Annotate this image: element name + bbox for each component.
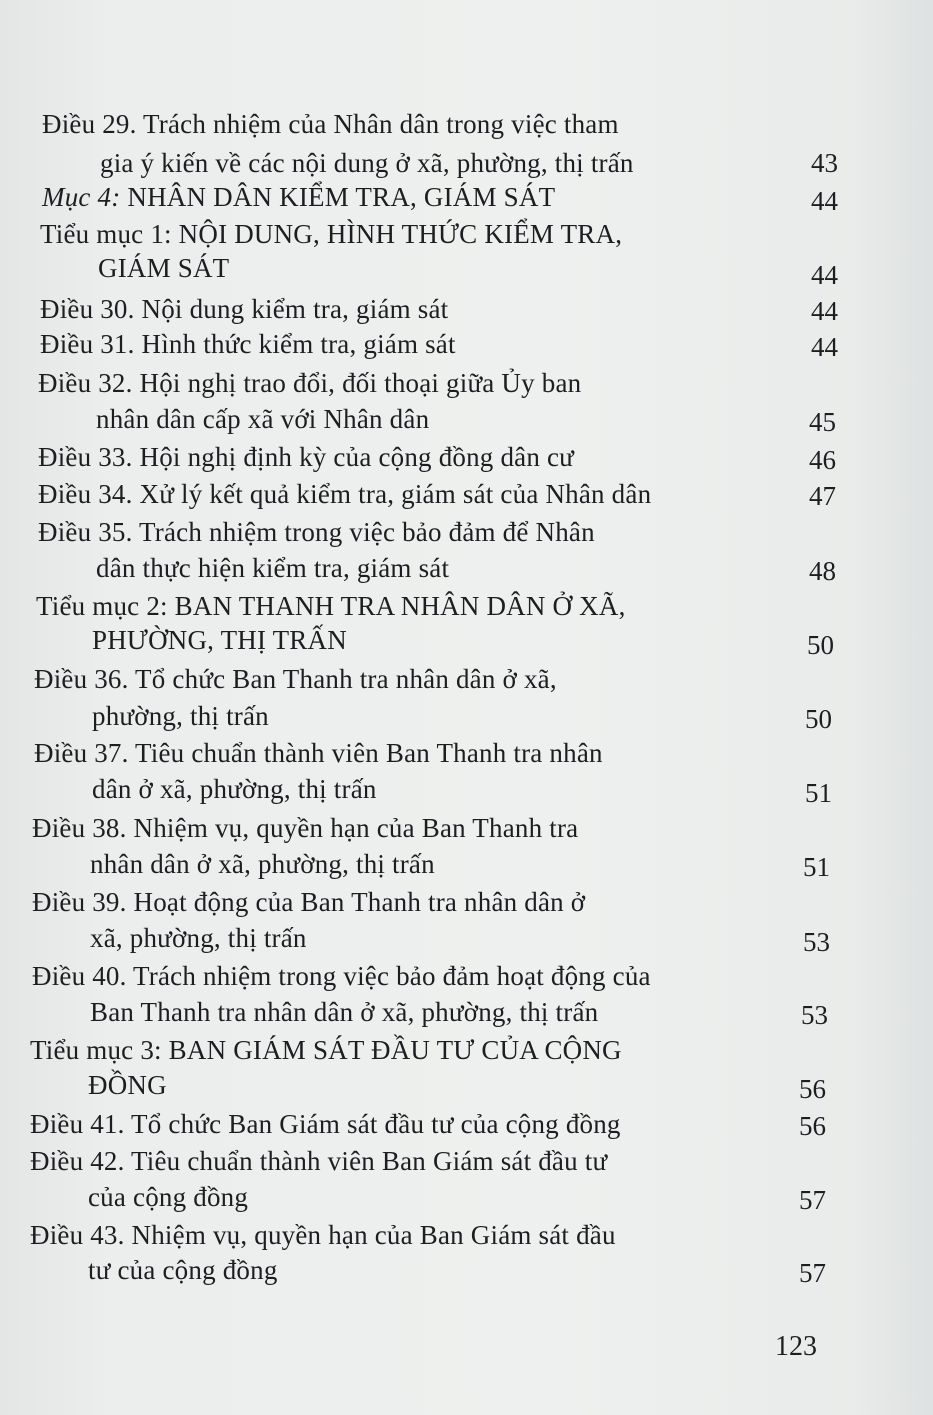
toc-entry-dieu-43-line-2: tư của cộng đồng bbox=[88, 1255, 278, 1285]
toc-page-dieu-41: 56 bbox=[799, 1111, 826, 1141]
toc-subsection-1-line-2: GIÁM SÁT bbox=[98, 253, 230, 283]
toc-page-dieu-31: 44 bbox=[811, 332, 838, 362]
toc-entry-dieu-36-line-2: phường, thị trấn bbox=[92, 701, 269, 731]
toc-subsection-3-line-1: Tiểu mục 3: BAN GIÁM SÁT ĐẦU TƯ CỦA CỘNG bbox=[30, 1035, 622, 1065]
toc-page-dieu-40: 53 bbox=[801, 1000, 828, 1030]
toc-entry-dieu-38-line-1: Điều 38. Nhiệm vụ, quyền hạn của Ban Thanh tra bbox=[32, 813, 579, 843]
toc-section-muc-4 bbox=[42, 180, 555, 214]
toc-page-muc-4: 44 bbox=[811, 186, 838, 216]
section-prefix: Mục 4: bbox=[42, 182, 121, 212]
toc-entry-dieu-39-line-1: Điều 39. Hoạt động của Ban Thanh tra nhân dân ở bbox=[32, 887, 586, 917]
toc-page-dieu-29: 43 bbox=[811, 148, 838, 178]
toc-subsection-2-line-1: Tiểu mục 2: BAN THANH TRA NHÂN DÂN Ở XÃ, bbox=[36, 591, 626, 621]
toc-entry-dieu-35-line-2: dân thực hiện kiểm tra, giám sát bbox=[96, 553, 450, 583]
toc-entry-dieu-40-line-1: Điều 40. Trách nhiệm trong việc bảo đảm hoạt động của bbox=[32, 961, 651, 991]
toc-subsection-2-line-2: PHƯỜNG, THỊ TRẤN bbox=[92, 625, 347, 655]
toc-entry-dieu-37-line-1: Điều 37. Tiêu chuẩn thành viên Ban Thanh tra nhân bbox=[34, 738, 603, 768]
toc-entry-dieu-42-line-2: của cộng đồng bbox=[88, 1182, 249, 1212]
toc-page-dieu-36: 50 bbox=[805, 704, 832, 734]
toc-page-subsection-3: 56 bbox=[799, 1074, 826, 1104]
toc-entry-dieu-34: Điều 34. Xử lý kết quả kiểm tra, giám sát của Nhân dân bbox=[38, 479, 652, 509]
toc-entry-dieu-39-line-2: xã, phường, thị trấn bbox=[90, 923, 307, 953]
toc-page-dieu-34: 47 bbox=[809, 481, 836, 511]
toc-entry-dieu-40-line-2: Ban Thanh tra nhân dân ở xã, phường, thị trấn bbox=[90, 997, 599, 1027]
toc-entry-dieu-38-line-2: nhân dân ở xã, phường, thị trấn bbox=[90, 849, 435, 879]
toc-entry-dieu-29-line-1: Điều 29. Trách nhiệm của Nhân dân trong việc tham bbox=[42, 109, 619, 139]
toc-page-dieu-35: 48 bbox=[809, 556, 836, 586]
toc-page-dieu-43: 57 bbox=[799, 1258, 826, 1288]
toc-page-dieu-32: 45 bbox=[809, 407, 836, 437]
toc-entry-dieu-35-line-1: Điều 35. Trách nhiệm trong việc bảo đảm để Nhân bbox=[38, 517, 595, 547]
toc-entry-dieu-31: Điều 31. Hình thức kiểm tra, giám sát bbox=[40, 329, 456, 359]
section-title: NHÂN DÂN KIỂM TRA, GIÁM SÁT bbox=[120, 182, 556, 212]
toc-page-dieu-39: 53 bbox=[803, 927, 830, 957]
toc-entry-dieu-32-line-2: nhân dân cấp xã với Nhân dân bbox=[96, 404, 430, 434]
toc-entry-dieu-32-line-1: Điều 32. Hội nghị trao đổi, đối thoại giữa Ủy ban bbox=[38, 368, 582, 398]
page-number: 123 bbox=[775, 1331, 817, 1362]
toc-page-subsection-2: 50 bbox=[807, 630, 834, 660]
toc-page-subsection-1: 44 bbox=[811, 260, 838, 290]
toc-entry-dieu-33: Điều 33. Hội nghị định kỳ của cộng đồng dân cư bbox=[38, 442, 574, 472]
toc-page-dieu-30: 44 bbox=[811, 296, 838, 326]
toc-page-dieu-37: 51 bbox=[805, 778, 832, 808]
toc-entry-dieu-42-line-1: Điều 42. Tiêu chuẩn thành viên Ban Giám sát đầu tư bbox=[30, 1146, 608, 1176]
toc-subsection-3-line-2: ĐỒNG bbox=[88, 1070, 167, 1100]
toc-entry-dieu-41: Điều 41. Tổ chức Ban Giám sát đầu tư của cộng đồng bbox=[30, 1109, 621, 1139]
toc-entry-dieu-29-line-2: gia ý kiến về các nội dung ở xã, phường, thị trấn bbox=[100, 148, 634, 178]
toc-entry-dieu-30: Điều 30. Nội dung kiểm tra, giám sát bbox=[40, 294, 449, 324]
toc-page-dieu-33: 46 bbox=[809, 445, 836, 475]
toc-entry-dieu-37-line-2: dân ở xã, phường, thị trấn bbox=[92, 774, 377, 804]
toc-entry-dieu-36-line-1: Điều 36. Tổ chức Ban Thanh tra nhân dân ở xã, bbox=[34, 664, 557, 694]
toc-entry-dieu-43-line-1: Điều 43. Nhiệm vụ, quyền hạn của Ban Giám sát đầu bbox=[30, 1220, 616, 1250]
toc-subsection-1-line-1: Tiểu mục 1: NỘI DUNG, HÌNH THỨC KIỂM TRA, bbox=[40, 219, 623, 249]
page-shadow bbox=[853, 0, 933, 1415]
toc-page-dieu-38: 51 bbox=[803, 852, 830, 882]
toc-page-dieu-42: 57 bbox=[799, 1185, 826, 1215]
